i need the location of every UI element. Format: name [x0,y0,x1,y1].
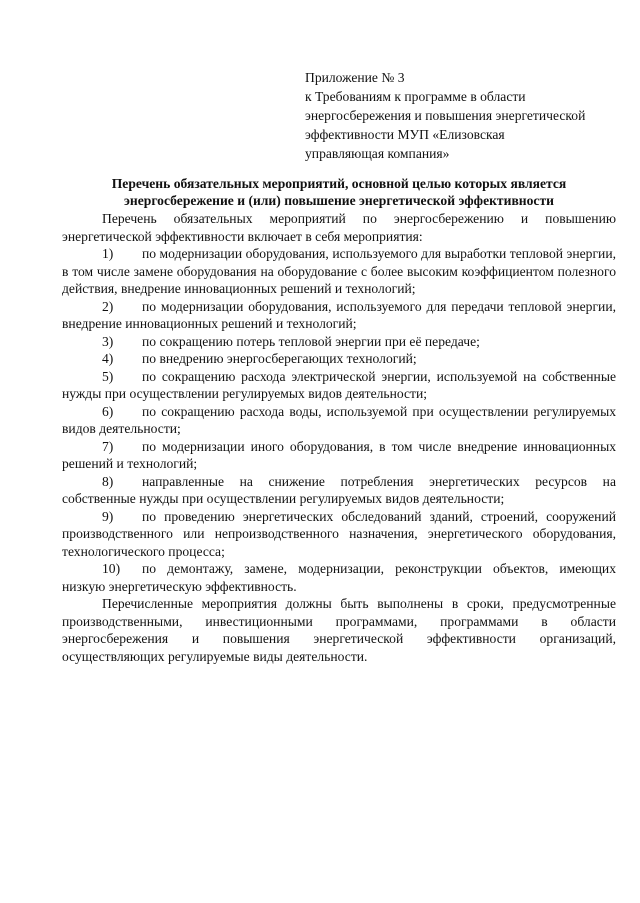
intro-paragraph: Перечень обязательных мероприятий по энергосбережению и повышению энергетической эффективности включает в себя мероприятия: [62,211,616,244]
item-number: 5) [102,368,114,384]
list-item [62,438,616,473]
item-text: по сокращению расхода электрической энергии, используемой на собственные нужды при осуществлении регулируемых видов деятельности; [62,368,616,401]
item-text: по проведению энергетических обследований зданий, строений, сооружений производственного или непроизводственного назначения, энергетического оборудования, технологического процесса; [62,508,616,559]
item-number: 8) [102,473,114,489]
item-text: по демонтажу, замене, модернизации, реконструкции объектов, имеющих низкую энергетическую эффективность. [62,561,616,594]
appendix-line-5: управляющая компания» [305,146,450,161]
item-number: 10) [102,561,121,576]
item-text: направленные на снижение потребления энергетических ресурсов на собственные нужды при осуществлении регулируемых видов деятельности; [62,473,616,506]
item-number: 9) [102,508,114,524]
item-text: по внедрению энергосберегающих технологий; [142,351,417,366]
item-text: по сокращению расхода воды, используемой при осуществлении регулируемых видов деятельности; [62,403,616,436]
list-item [62,298,616,333]
appendix-header [305,68,625,163]
appendix-line-2: к Требованиям к программе в области [305,89,526,104]
item-text: по сокращению потерь тепловой энергии при её передаче; [142,333,480,349]
appendix-line-1: Приложение № 3 [305,70,405,85]
appendix-line-3: энергосбережения и повышения энергетической [305,108,586,123]
item-text: по модернизации иного оборудования, в том числе внедрение инновационных решений и технологий; [62,438,616,471]
list-item [62,403,616,438]
item-number: 6) [102,403,114,419]
appendix-line-4: эффективности МУП «Елизовская [305,127,505,142]
item-number: 7) [102,438,114,454]
list-item [62,333,616,351]
closing-paragraph: Перечисленные мероприятия должны быть выполнены в сроки, предусмотренные производственными, инвестиционными программами, программами в области энергосбережения и повышения энергетической эффективности организаций, осуществляющих регулируемые виды деятельности. [62,596,616,664]
list-item [62,245,616,298]
list-item [62,350,616,368]
document-title: Перечень обязательных мероприятий, основной целью которых является энергосбережение и (или) повышение энергетической эффективности [111,176,567,208]
list-item [62,508,616,561]
item-text: по модернизации оборудования, используемого для выработки тепловой энергии, в том числе замене оборудования на оборудование с более высоким коэффициентом полезного действия, внедрение инновационных решений и технологий; [62,246,616,296]
item-number: 1) [102,246,114,261]
list-item [62,473,616,508]
item-text: по модернизации оборудования, используемого для передачи тепловой энергии, внедрение инновационных решений и технологий; [62,298,616,331]
list-item [62,560,616,595]
item-number: 4) [102,351,114,366]
item-number: 2) [102,298,114,314]
document-body [62,210,616,665]
item-number: 3) [102,333,114,349]
list-item [62,368,616,403]
